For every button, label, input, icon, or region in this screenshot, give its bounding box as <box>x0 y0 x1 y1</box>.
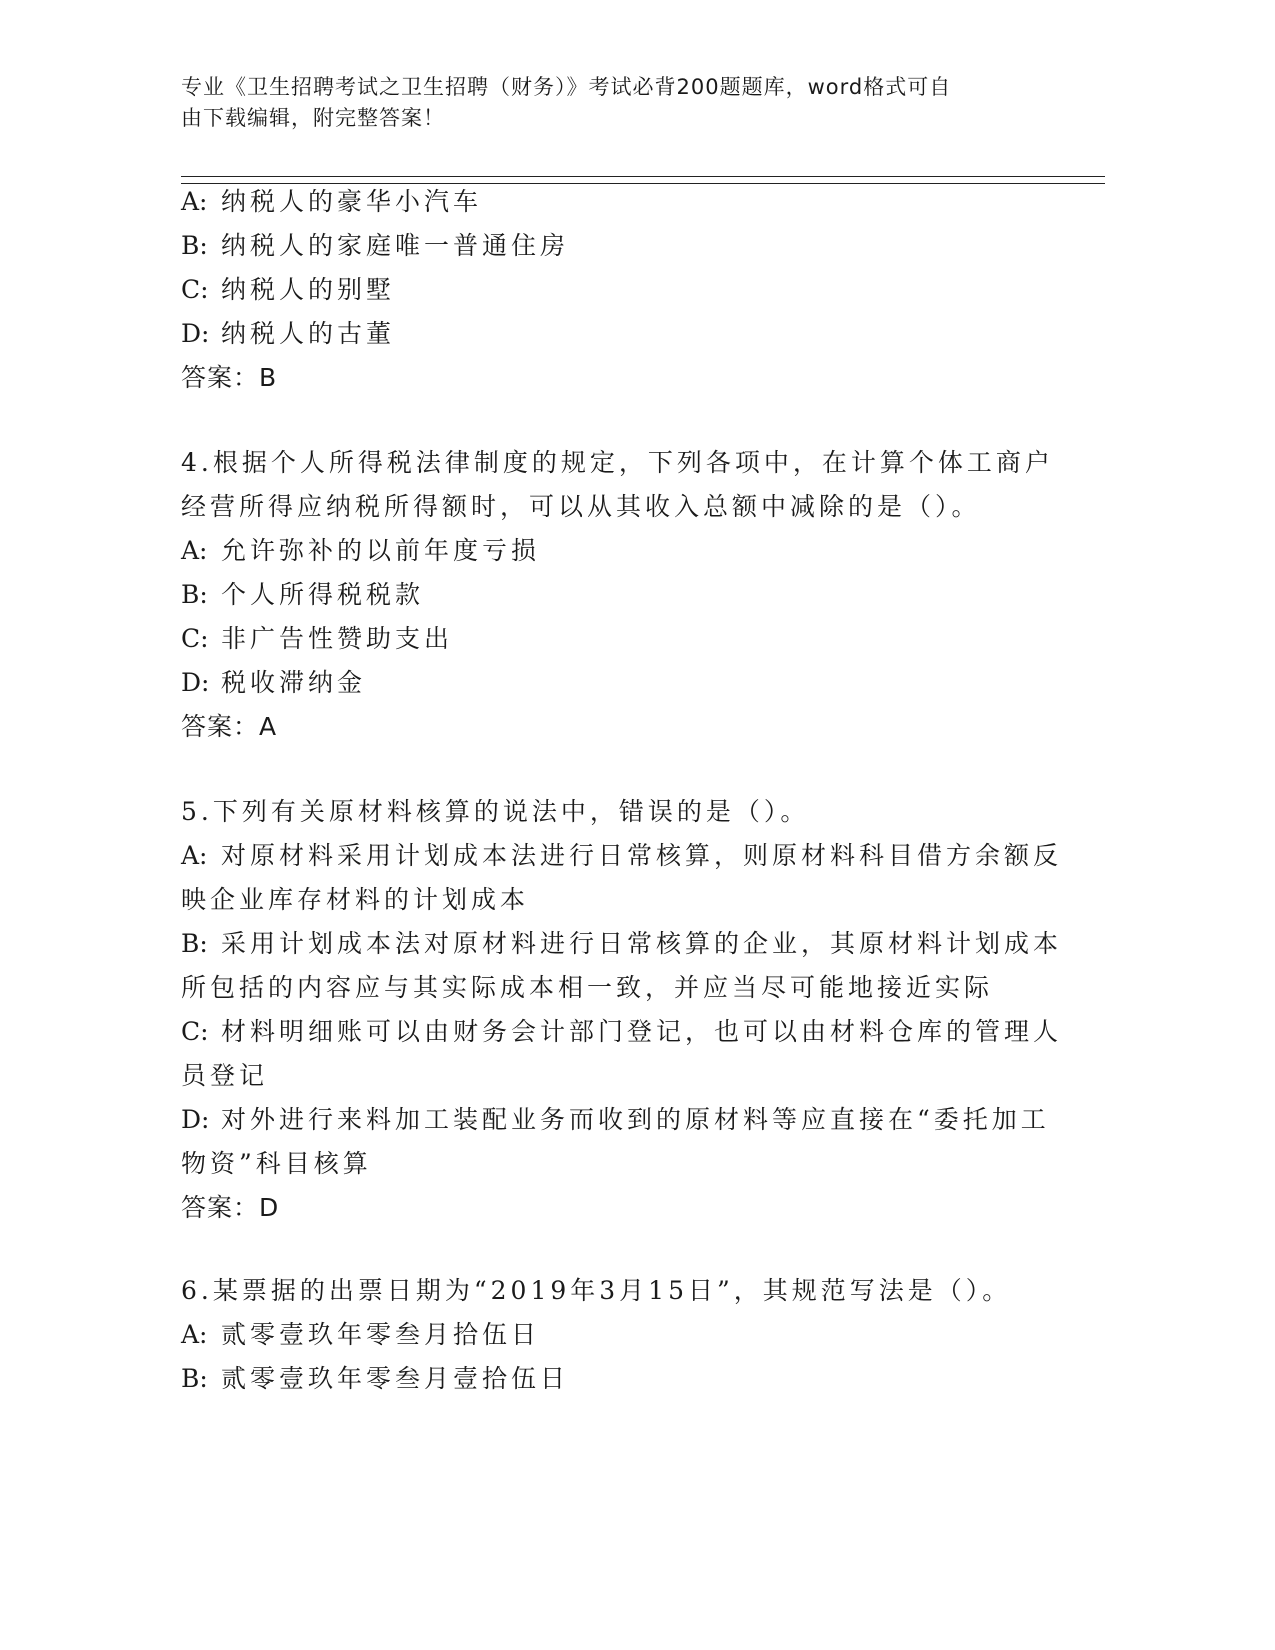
option-a-continued: 映企业库存材料的计划成本 <box>181 885 530 914</box>
question-3 <box>181 180 1061 400</box>
option-d-continued: 物资”科目核算 <box>181 1149 372 1178</box>
option-c-continued: 员登记 <box>181 1061 269 1090</box>
answer-line: 答案：B <box>181 363 278 392</box>
option-c: C: 非广告性赞助支出 <box>181 624 454 653</box>
question-stem: 5.下列有关原材料核算的说法中，错误的是（）。 <box>181 797 810 826</box>
option-d: D: 对外进行来料加工装配业务而收到的原材料等应直接在“委托加工 <box>181 1105 1050 1134</box>
answer-line: 答案：D <box>181 1193 280 1222</box>
option-b: B: 采用计划成本法对原材料进行日常核算的企业，其原材料计划成本 <box>181 929 1063 958</box>
document-header <box>181 72 1081 134</box>
option-d: D: 税收滞纳金 <box>181 668 367 697</box>
answer-line: 答案：A <box>181 712 278 741</box>
option-a: A: 对原材料采用计划成本法进行日常核算，则原材料科目借方余额反 <box>181 841 1063 870</box>
option-b: B: 纳税人的家庭唯一普通住房 <box>181 231 570 260</box>
header-line-2: 由下载编辑，附完整答案！ <box>181 106 445 130</box>
question-4 <box>181 441 1061 749</box>
option-c: C: 材料明细账可以由财务会计部门登记，也可以由材料仓库的管理人 <box>181 1017 1063 1046</box>
question-5 <box>181 790 1061 1230</box>
option-d: D: 纳税人的古董 <box>181 319 396 348</box>
question-stem-line-1: 4.根据个人所得税法律制度的规定，下列各项中，在计算个体工商户 <box>181 448 1054 477</box>
header-line-1: 专业《卫生招聘考试之卫生招聘（财务）》考试必背200题题库，word格式可自 <box>181 75 952 99</box>
option-a: A: 贰零壹玖年零叁月拾伍日 <box>181 1320 541 1349</box>
question-6 <box>181 1269 1061 1401</box>
question-stem: 6.某票据的出票日期为“2019年3月15日”，其规范写法是（）。 <box>181 1276 1012 1305</box>
question-stem-line-2: 经营所得应纳税所得额时，可以从其收入总额中减除的是（）。 <box>181 492 981 521</box>
option-c: C: 纳税人的别墅 <box>181 275 396 304</box>
option-b: B: 个人所得税税款 <box>181 580 425 609</box>
option-b: B: 贰零壹玖年零叁月壹拾伍日 <box>181 1364 570 1393</box>
option-b-continued: 所包括的内容应与其实际成本相一致，并应当尽可能地接近实际 <box>181 973 994 1002</box>
option-a: A: 纳税人的豪华小汽车 <box>181 187 483 216</box>
option-a: A: 允许弥补的以前年度亏损 <box>181 536 541 565</box>
